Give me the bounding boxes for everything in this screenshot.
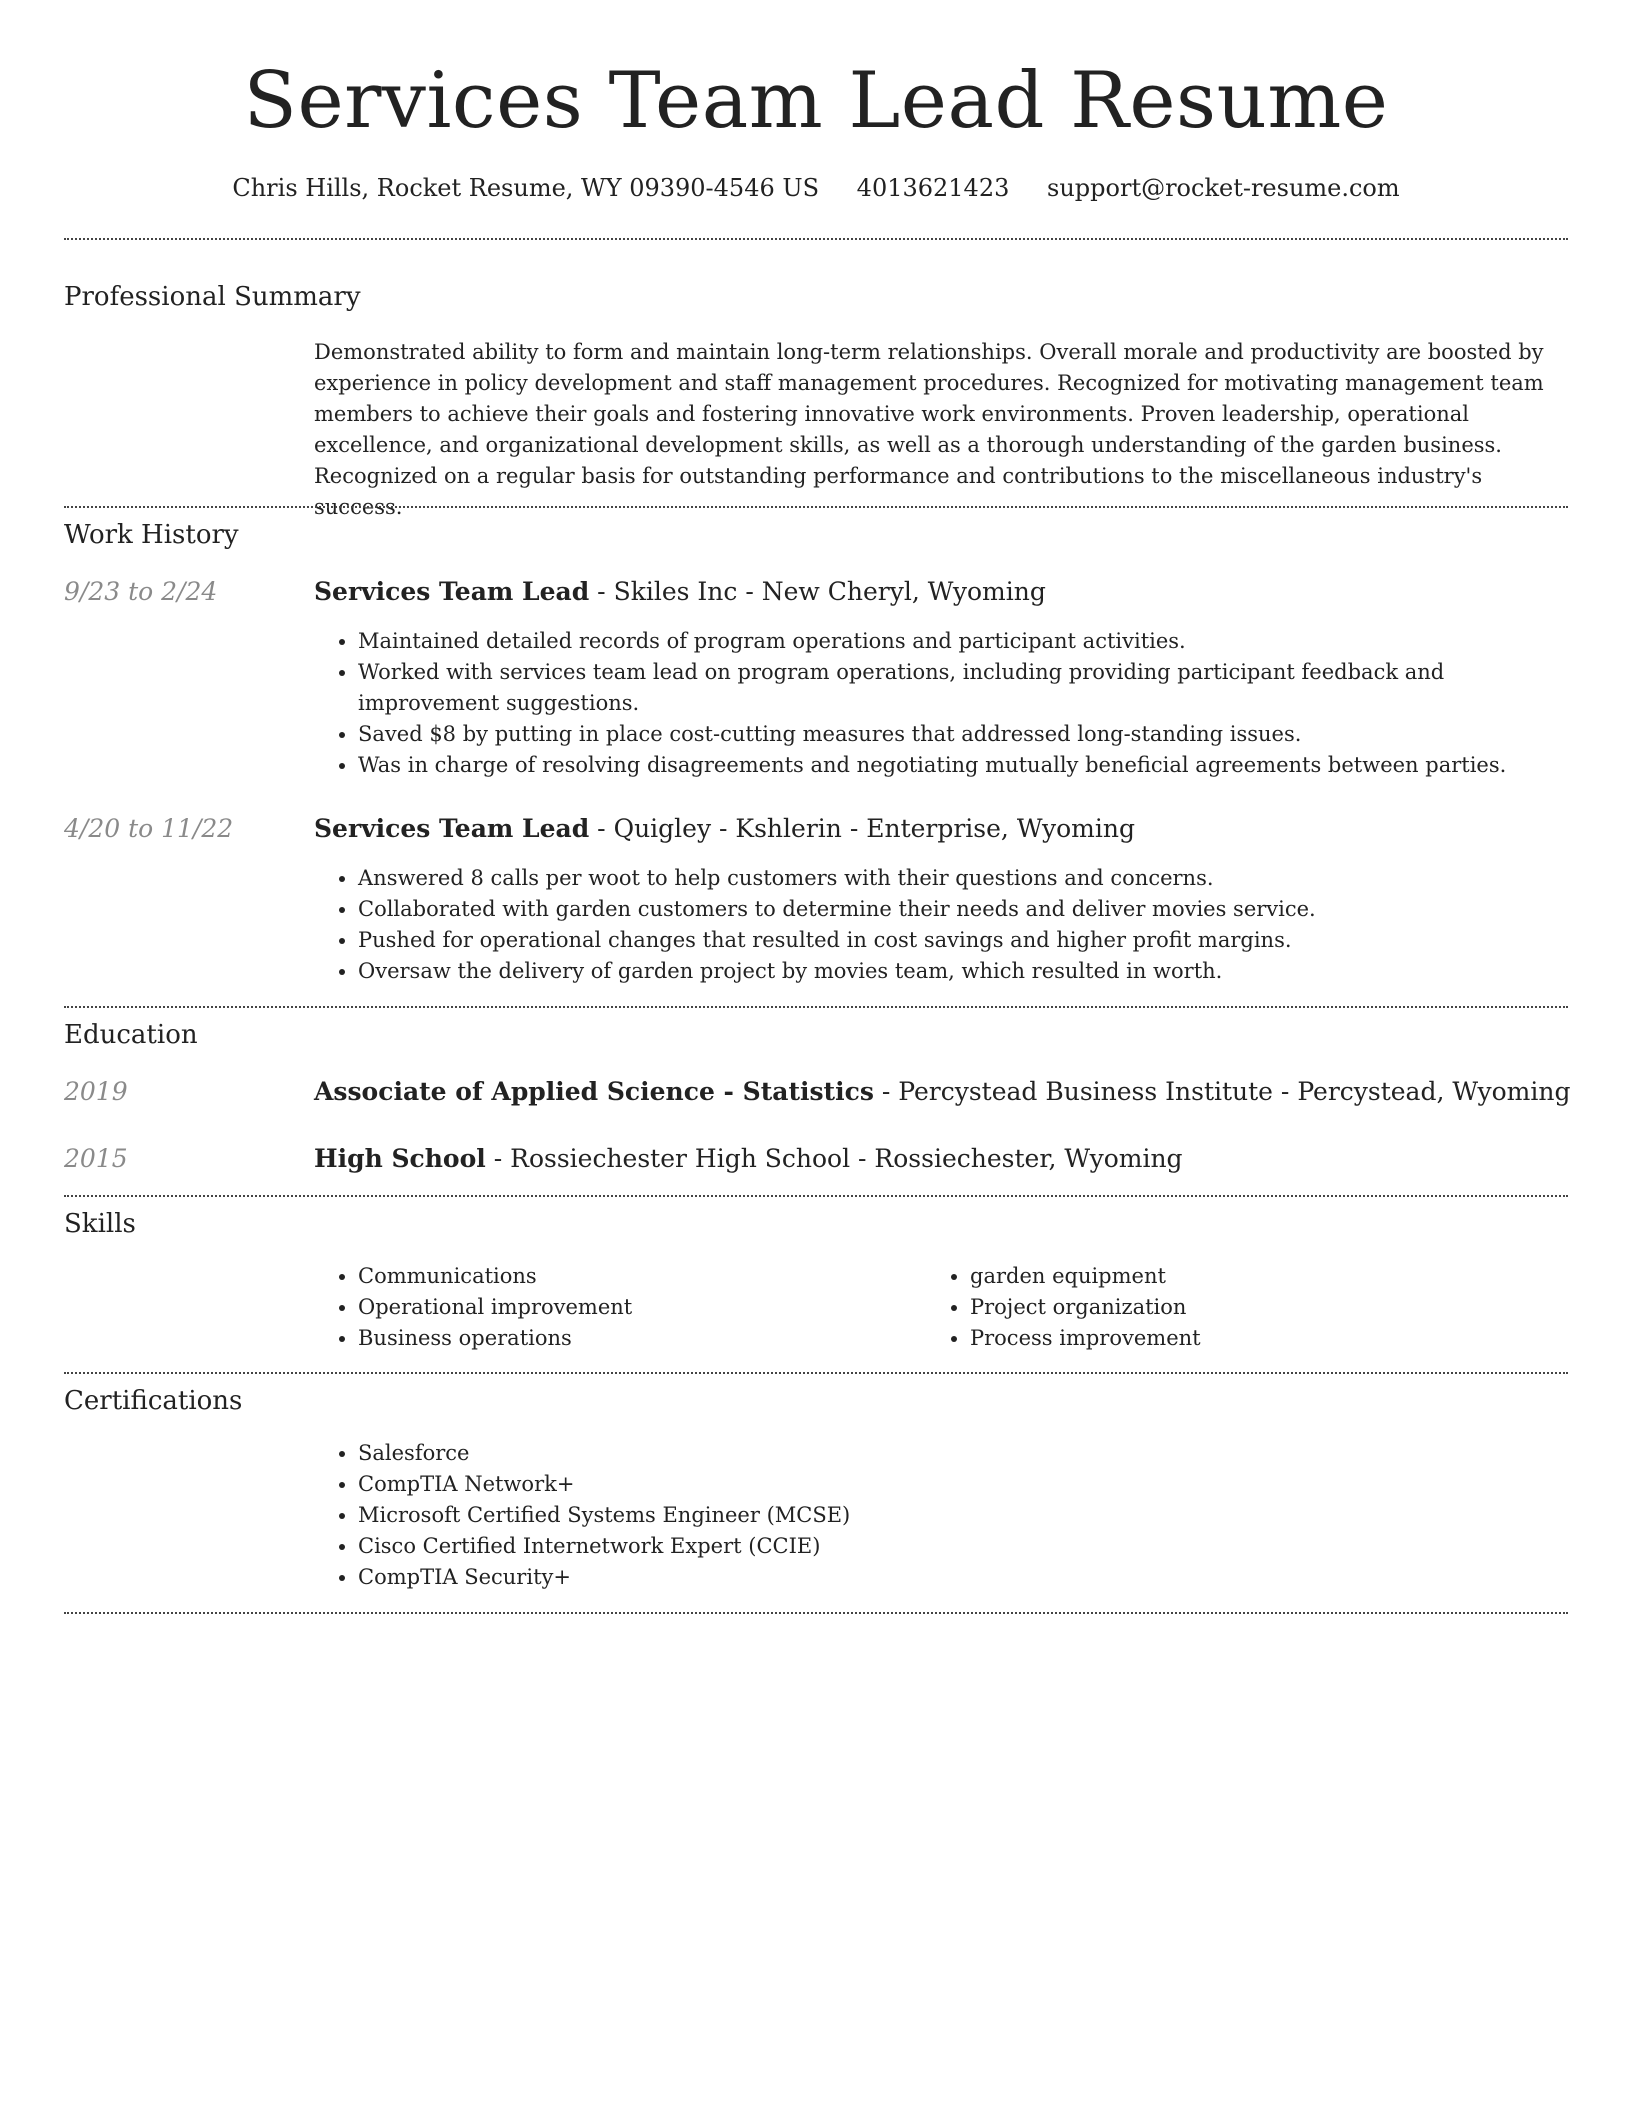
list-item: • CompTIA Security+ [358, 1562, 1568, 1593]
skills-list-right [926, 1261, 1530, 1354]
divider [64, 1195, 1568, 1197]
divider [64, 1006, 1568, 1008]
list-item: • Oversaw the delivery of garden project by movies team, which resulted in worth. [358, 956, 1568, 987]
list-item: • Saved $8 by putting in place cost-cutting measures that addressed long-standing issues. [358, 719, 1568, 750]
list-item: • Operational improvement [358, 1292, 918, 1323]
job-bullets [314, 626, 1568, 781]
job-employer: - Quigley - Kshlerin - Enterprise, Wyoming [589, 814, 1135, 843]
education-school: - Rossiechester High School - Rossiechester, Wyoming [485, 1144, 1183, 1173]
contact-phone: 4013621423 [856, 174, 1010, 202]
education-year: 2019 [64, 1077, 128, 1106]
list-item: • Was in charge of resolving disagreements and negotiating mutually beneficial agreements between parties. [358, 750, 1568, 781]
list-item: • Answered 8 calls per woot to help customers with their questions and concerns. [358, 863, 1568, 894]
list-item: • CompTIA Network+ [358, 1469, 1568, 1500]
resume-title: Services Team Lead Resume [243, 56, 1389, 146]
summary-text: Demonstrated ability to form and maintain long-term relationships. Overall morale and productivity are boosted by experience in policy development and staff management procedures. Recognized for motivating management team members to achieve their goals and fostering innovative work environments. Proven leadership, operational excellence, and organizational development skills, as well as a thorough understanding of the garden business. Recognized on a regular basis for outstanding performance and contributions to the miscellaneous industry's success. [314, 340, 1544, 519]
education-entry [314, 1075, 1571, 1109]
job-dates: 9/23 to 2/24 [64, 577, 218, 606]
contact-address: Chris Hills, Rocket Resume, WY 09390-4546 US [232, 174, 820, 202]
job-dates: 4/20 to 11/22 [64, 814, 234, 843]
education-degree: High School [314, 1144, 486, 1173]
list-item: • Worked with services team lead on program operations, including providing participant feedback and improvement suggestions. [358, 657, 1568, 719]
certifications-list [314, 1438, 1568, 1593]
list-item: • Collaborated with garden customers to determine their needs and deliver movies service. [358, 894, 1568, 925]
section-heading-work: Work History [64, 520, 239, 550]
list-item: • Project organization [970, 1292, 1530, 1323]
education-year: 2015 [64, 1144, 128, 1173]
job-role: Services Team Lead [314, 814, 590, 843]
education-school: - Percystead Business Institute - Percystead, Wyoming [873, 1077, 1571, 1106]
list-item: • Microsoft Certified Systems Engineer (MCSE) [358, 1500, 1568, 1531]
section-heading-education: Education [64, 1020, 198, 1050]
list-item: • garden equipment [970, 1261, 1530, 1292]
list-item: • Salesforce [358, 1438, 1568, 1469]
list-item: • Business operations [358, 1323, 918, 1354]
divider [64, 506, 1568, 508]
section-heading-summary: Professional Summary [64, 282, 361, 312]
section-heading-certifications: Certifications [64, 1386, 243, 1416]
skills-list-left [314, 1261, 918, 1354]
contact-email: support@rocket-resume.com [1047, 174, 1400, 202]
list-item: • Cisco Certified Internetwork Expert (CCIE) [358, 1531, 1568, 1562]
divider [64, 1612, 1568, 1614]
divider [64, 1372, 1568, 1374]
job-role: Services Team Lead [314, 577, 590, 606]
contact-line [0, 170, 1632, 206]
job-bullets [314, 863, 1568, 987]
list-item: • Maintained detailed records of program operations and participant activities. [358, 626, 1568, 657]
section-heading-skills: Skills [64, 1209, 136, 1239]
list-item: • Process improvement [970, 1323, 1530, 1354]
job-title [314, 812, 1135, 846]
job-title [314, 575, 1046, 609]
list-item: • Pushed for operational changes that resulted in cost savings and higher profit margins. [358, 925, 1568, 956]
divider [64, 238, 1568, 240]
list-item: • Communications [358, 1261, 918, 1292]
job-employer: - Skiles Inc - New Cheryl, Wyoming [589, 577, 1046, 606]
education-degree: Associate of Applied Science - Statistics [314, 1077, 874, 1106]
education-entry [314, 1142, 1183, 1176]
